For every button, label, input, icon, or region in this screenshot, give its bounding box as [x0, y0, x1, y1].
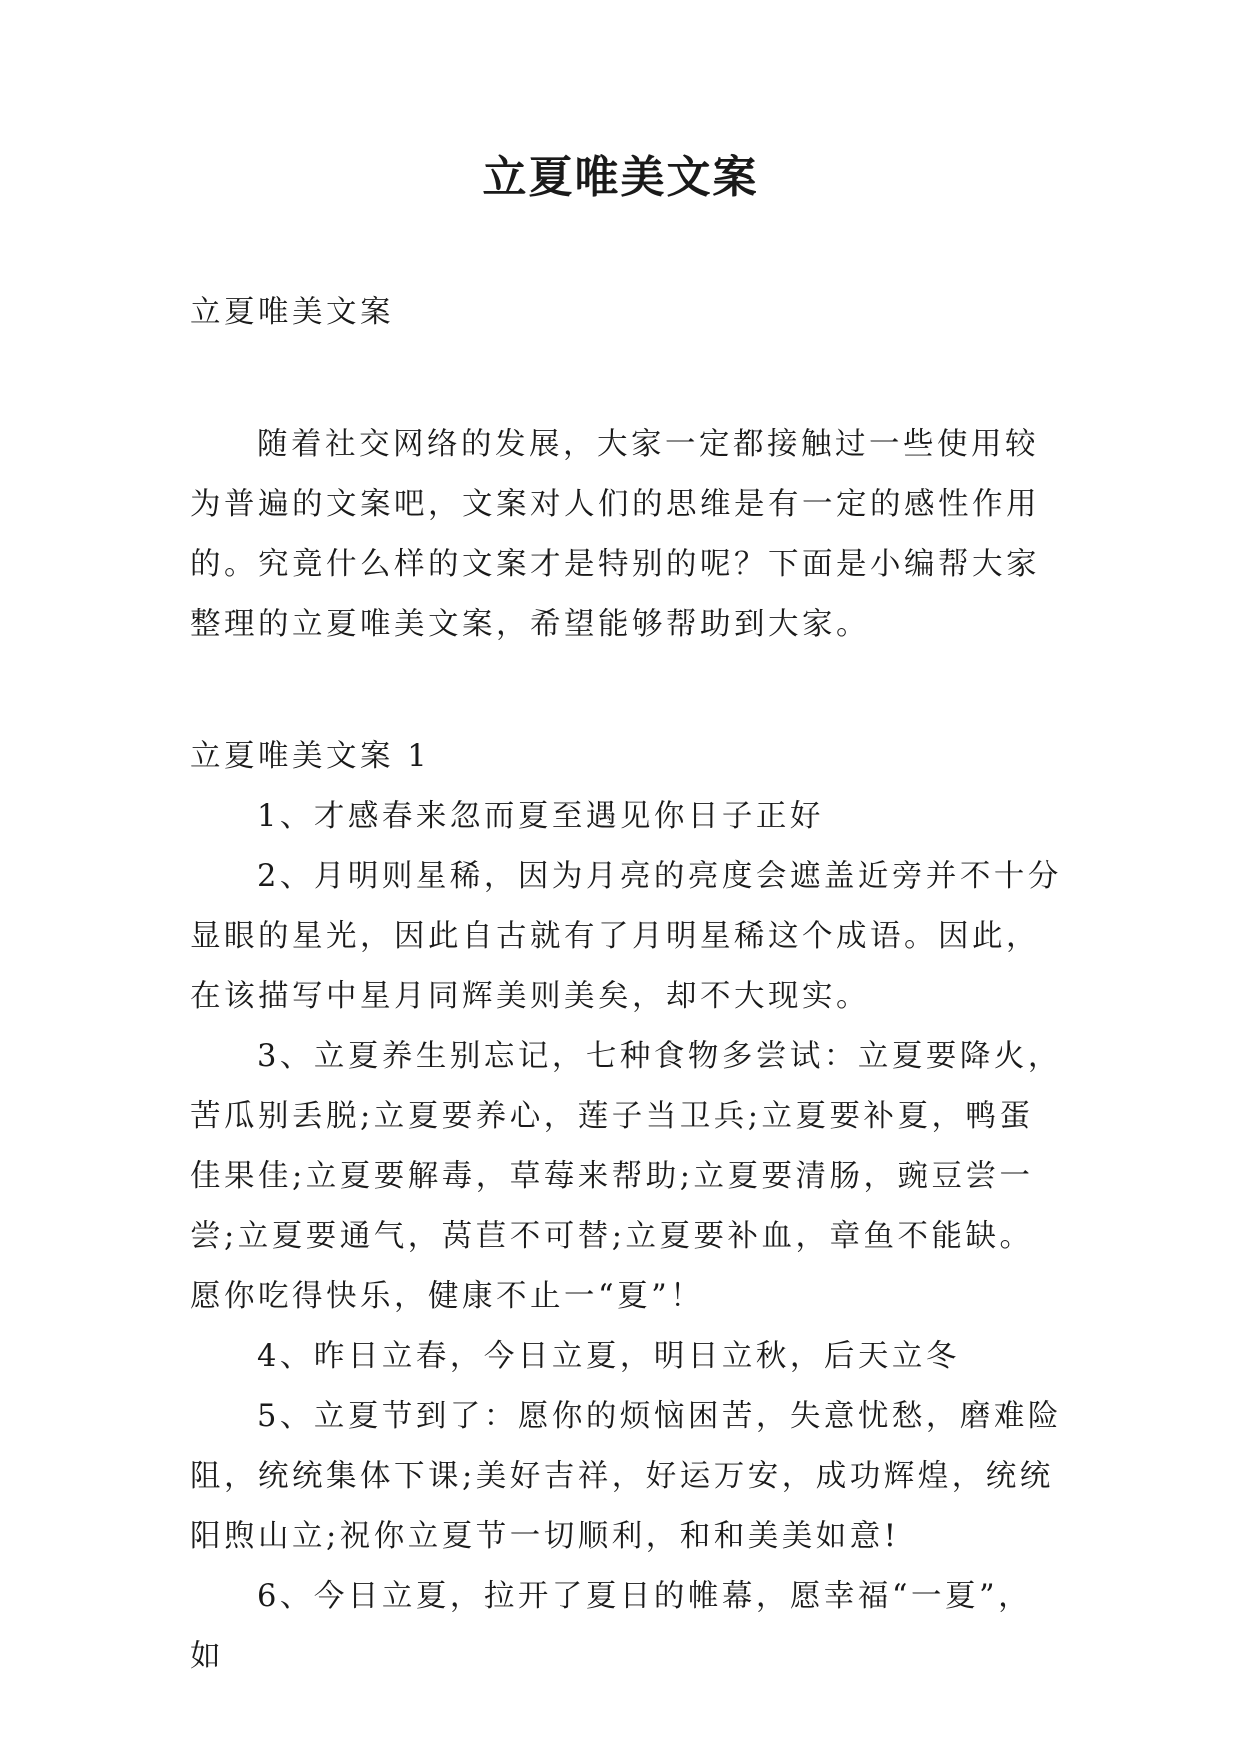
intro-paragraph: 随着社交网络的发展，大家一定都接触过一些使用较为普遍的文案吧，文案对人们的思维是有一定的感性作用的。究竟什么样的文案才是特别的呢？下面是小编帮大家整理的立夏唯美文案，希望能够帮助到大家。 [190, 427, 1040, 642]
list-item: 4、昨日立春，今日立夏，明日立秋，后天立冬 [257, 1339, 960, 1374]
list-item: 3、立夏养生别忘记，七种食物多尝试：立夏要降火，苦瓜别丢脱;立夏要养心，莲子当卫兵;立夏要补夏，鸭蛋佳果佳;立夏要解毒，草莓来帮助;立夏要清肠，豌豆尝一尝;立夏要通气，莴苣不可替;立夏要补血，章鱼不能缺。愿你吃得快乐，健康不止一“夏”！ [190, 1039, 1062, 1314]
list-item: 6、今日立夏，拉开了夏日的帷幕，愿幸福“一夏”，如 [190, 1579, 1033, 1674]
document-body [190, 283, 1065, 1687]
list-item: 5、立夏节到了：愿你的烦恼困苦，失意忧愁，磨难险阻，统统集体下课;美好吉祥，好运万安，成功辉煌，统统阳煦山立;祝你立夏节一切顺利，和和美美如意! [190, 1399, 1062, 1554]
list-item: 1、才感春来忽而夏至遇见你日子正好 [257, 799, 824, 834]
list-item: 2、月明则星稀，因为月亮的亮度会遮盖近旁并不十分显眼的星光，因此自古就有了月明星稀这个成语。因此，在该描写中星月同辉美则美矣，却不大现实。 [190, 859, 1062, 1014]
document-title: 立夏唯美文案 [482, 152, 759, 203]
document-subtitle: 立夏唯美文案 [190, 295, 394, 330]
section-heading: 立夏唯美文案 1 [190, 739, 431, 774]
